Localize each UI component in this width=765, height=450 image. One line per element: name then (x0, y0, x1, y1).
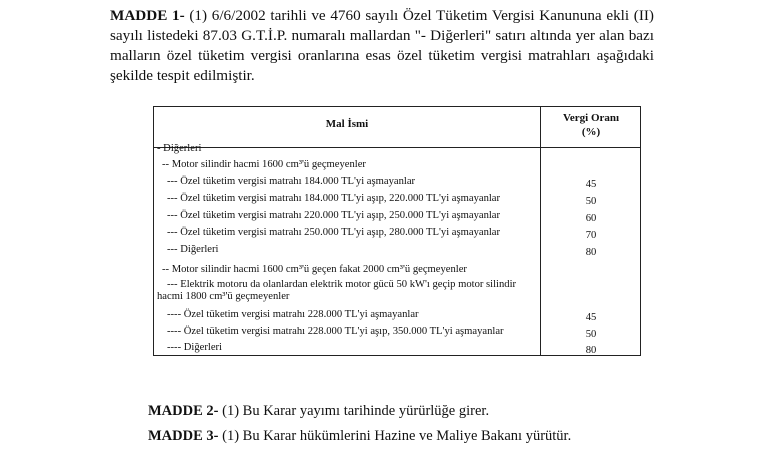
table-header (154, 107, 640, 148)
row-name: --- Özel tüketim vergisi matrahı 220.000 TL'yi aşıp, 250.000 TL'yi aşmayanlar (167, 210, 501, 221)
row-name: --- Özel tüketim vergisi matrahı 250.000 TL'yi aşıp, 280.000 TL'yi aşmayanlar (167, 227, 501, 238)
row-name: --- Diğerleri (167, 244, 219, 255)
article-1-paragraph (110, 6, 654, 86)
column-header-tax-rate-unit: (%) (581, 126, 601, 138)
column-header-tax-rate (541, 111, 641, 139)
row-name: -- Motor silindir hacmi 1600 cm³'ü geçmeyenler (162, 159, 366, 170)
row-name: --- Özel tüketim vergisi matrahı 184.000 TL'yi aşıp, 220.000 TL'yi aşmayanlar (167, 193, 501, 204)
row-name: -- Motor silindir hacmi 1600 cm³'ü geçen fakat 2000 cm³'ü geçmeyenler (162, 264, 467, 275)
row-rate: 45 (585, 312, 597, 323)
row-rate: 80 (585, 247, 597, 258)
row-name: - Diğerleri (157, 143, 202, 154)
row-name: ---- Özel tüketim vergisi matrahı 228.000 TL'yi aşmayanlar (167, 309, 419, 320)
row-rate: 50 (585, 196, 597, 207)
row-rate: 70 (585, 230, 597, 241)
article-2-paragraph (148, 402, 489, 420)
article-3-paragraph (148, 427, 571, 445)
column-header-tax-rate-title: Vergi Oranı (562, 112, 620, 124)
row-rate: 50 (585, 329, 597, 340)
row-rate: 45 (585, 179, 597, 190)
row-name: --- Elektrik motoru da olanlardan elektrik motor gücü 50 kW'ı geçip motor silindir hacmi 1800 cm³'ü geçmeyenler (157, 279, 517, 302)
column-header-product-name: Mal İsmi (325, 118, 369, 130)
article-1-label: MADDE 1- (110, 7, 185, 24)
row-name: --- Özel tüketim vergisi matrahı 184.000 TL'yi aşmayanlar (167, 176, 416, 187)
row-name: ---- Özel tüketim vergisi matrahı 228.000 TL'yi aşıp, 350.000 TL'yi aşmayanlar (167, 326, 504, 337)
row-rate: 60 (585, 213, 597, 224)
row-rate: 80 (585, 345, 597, 356)
article-2-text: (1) Bu Karar yayımı tarihinde yürürlüğe girer. (222, 403, 490, 419)
article-3-text: (1) Bu Karar hükümlerini Hazine ve Maliye Bakanı yürütür. (222, 428, 572, 444)
tax-rate-table (153, 106, 641, 356)
row-name: ---- Diğerleri (167, 342, 222, 353)
article-1-text: (1) 6/6/2002 tarihli ve 4760 sayılı Özel Tüketim Vergisi Kanununa ekli (II) sayılı listedeki 87.03 G.T.İ.P. numaralı mallardan "- Diğerleri" satırı altında yer alan bazı malların özel tüketim vergisi oranlarına esas özel tüketim vergisi matrahları aşağıdaki şekilde tespit edilmiştir. (110, 7, 654, 84)
article-3-label: MADDE 3- (148, 428, 219, 444)
article-2-label: MADDE 2- (148, 403, 219, 419)
